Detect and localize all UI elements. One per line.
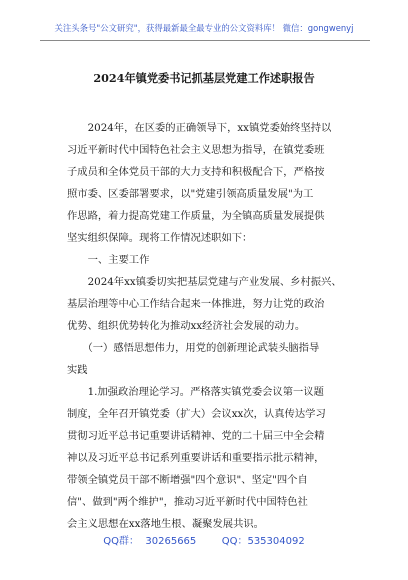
text-line: 神以及习近平总书记系列重要讲话和重要指示批示精神， — [67, 452, 325, 464]
text-line: 优势、组织优势转化为推动xx经济社会发展的动力。 — [67, 320, 306, 332]
text-line: 1.加强政治理论学习。严格落实镇党委会议第一议题 — [67, 386, 324, 398]
text-line: 2024年xx镇委切实把基层党建与产业发展、乡村振兴、 — [67, 276, 342, 288]
text-line: 制度，全年召开镇党委（扩大）会议xx次，认真传达学习 — [67, 408, 326, 420]
section-heading: 一、主要工作 — [67, 254, 150, 266]
subheading-line: 实践 — [67, 364, 88, 376]
header-divider — [40, 40, 370, 41]
intro-paragraph — [67, 117, 363, 535]
text-line: 会主义思想在xx落地生根、凝聚发展共识。 — [67, 518, 264, 530]
subheading-line: （一）感悟思想伟力，用党的创新理论武装头脑指导 — [67, 342, 320, 354]
text-line: 带领全镇党员干部不断增强"四个意识"、坚定"四个自 — [67, 474, 308, 486]
text-line: 子成员和全体党员干部的大力支持和积极配合下，严格按 — [67, 166, 325, 178]
text-line: 贯彻习近平总书记重要讲话精神、党的二十届三中全会精 — [67, 430, 325, 442]
text-line: 2024年，在区委的正确领导下，xx镇党委始终坚持以 — [67, 122, 332, 134]
text-line: 习近平新时代中国特色社会主义思想为指导，在镇党委班 — [67, 144, 325, 156]
text-line: 照市委、区委部署要求，以"党建引领高质量发展"为工 — [67, 188, 314, 200]
text-line: 信"、做到"两个维护"，推动习近平新时代中国特色社 — [67, 496, 308, 508]
document-title: 2024年镇党委书记抓基层党建工作述职报告 — [93, 71, 315, 85]
text-line: 基层治理等中心工作结合起来一体推进，努力让党的政治 — [67, 298, 325, 310]
text-line: 作思路，着力提高党建工作质量，为全镇高质量发展提供 — [67, 210, 325, 222]
footer-contact: QQ群： 30265665 QQ：535304092 — [103, 536, 305, 547]
text-line: 坚实组织保障。现将工作情况述职如下： — [67, 232, 253, 244]
header-note: 关注头条号"公文研究"，获得最新最全最专业的公文资料库！ 微信：gongwenyj — [54, 23, 354, 33]
